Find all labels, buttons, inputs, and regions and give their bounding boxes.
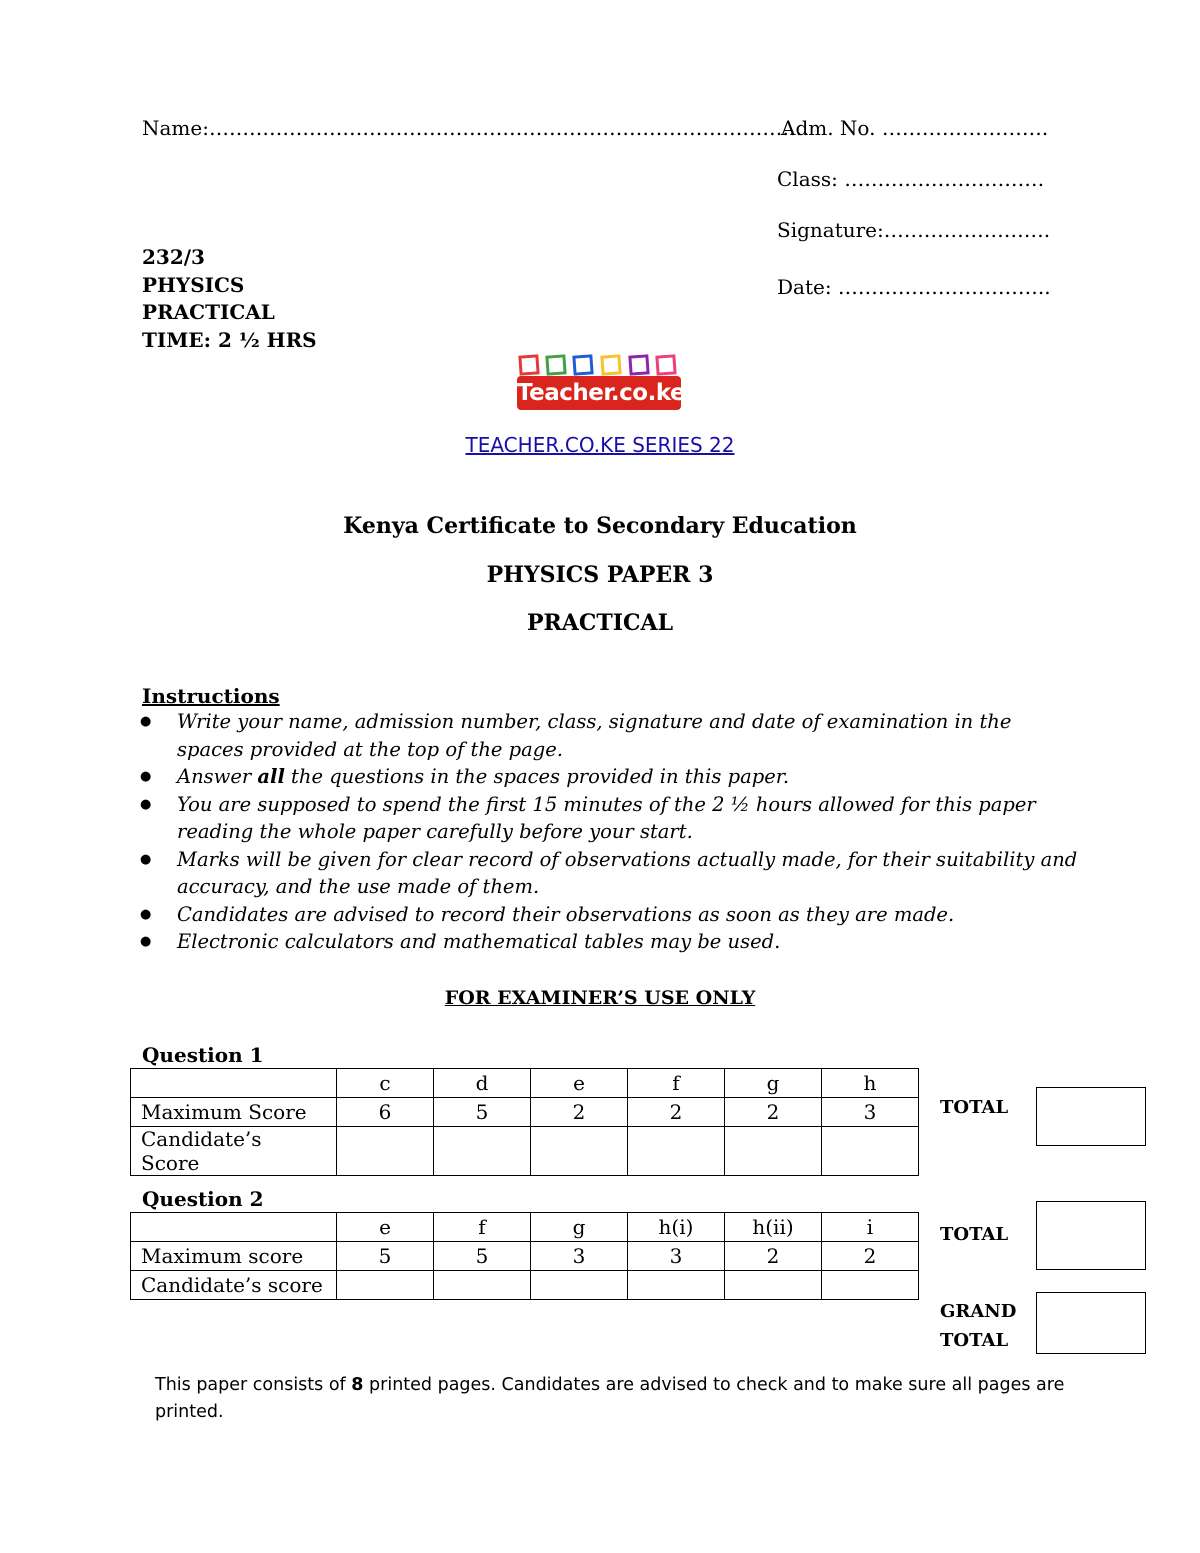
column-header: g xyxy=(725,1069,822,1098)
class-field-label: Class: ………………………… xyxy=(777,167,1045,191)
question2-total-label: TOTAL xyxy=(940,1224,1009,1245)
column-header: i xyxy=(822,1213,919,1242)
table-row xyxy=(131,1127,919,1176)
max-score-cell: 5 xyxy=(337,1242,434,1271)
series-link[interactable]: TEACHER.CO.KE SERIES 22 xyxy=(465,433,735,457)
max-score-cell: 3 xyxy=(531,1242,628,1271)
question2-total-box[interactable] xyxy=(1036,1201,1146,1270)
candidate-score-cell[interactable] xyxy=(337,1127,434,1176)
max-score-cell: 6 xyxy=(337,1098,434,1127)
date-field-label: Date: ………………………….. xyxy=(777,275,1051,299)
column-header: h(i) xyxy=(628,1213,725,1242)
question2-title: Question 2 xyxy=(142,1187,264,1211)
column-header: c xyxy=(337,1069,434,1098)
candidate-score-cell[interactable] xyxy=(531,1127,628,1176)
instruction-item: ● You are supposed to spend the first 15 minutes of the 2 ½ hours allowed for this paper reading the whole paper carefully before your start. xyxy=(140,791,1080,846)
paper-code: 232/3 xyxy=(142,245,205,269)
logo-square xyxy=(628,354,649,375)
footer-text: printed pages. Candidates are advised to check and to make sure all pages are printed. xyxy=(155,1375,1065,1422)
candidate-score-cell[interactable] xyxy=(822,1271,919,1300)
teacher-logo xyxy=(515,352,686,412)
grand-total-label-line1: GRAND xyxy=(940,1301,1017,1322)
signature-field-label: Signature:……………………. xyxy=(777,218,1051,242)
time-label: TIME: 2 ½ HRS xyxy=(142,328,317,352)
adm-no-field-label: Adm. No. ……………………. xyxy=(781,116,1049,140)
instruction-item: ● Write your name, admission number, class, signature and date of examination in the spaces provided at the top of the page. xyxy=(140,708,1080,763)
row-label: Candidate’s score xyxy=(131,1271,337,1300)
candidate-score-cell[interactable] xyxy=(531,1271,628,1300)
instruction-item: ● Candidates are advised to record their observations as soon as they are made. xyxy=(140,901,1080,929)
max-score-cell: 5 xyxy=(434,1242,531,1271)
logo-text: Teacher.co.ke xyxy=(517,376,681,410)
question1-title: Question 1 xyxy=(142,1043,264,1067)
page-count: 8 xyxy=(351,1375,364,1395)
candidate-score-cell[interactable] xyxy=(434,1127,531,1176)
logo-square xyxy=(572,354,593,375)
grand-total-label-line2: TOTAL xyxy=(940,1330,1009,1351)
instruction-item: ● Answer all the questions in the spaces provided in this paper. xyxy=(140,763,1080,791)
logo-square xyxy=(545,354,566,375)
question2-score-table xyxy=(130,1212,919,1300)
column-header: e xyxy=(531,1069,628,1098)
table-row xyxy=(131,1098,919,1127)
exam-title: Kenya Certificate to Secondary Education xyxy=(343,513,857,539)
logo-squares xyxy=(515,352,683,378)
max-score-cell: 3 xyxy=(822,1098,919,1127)
table-cell xyxy=(131,1213,337,1242)
table-row xyxy=(131,1271,919,1300)
logo-square xyxy=(518,354,539,375)
row-label: Maximum Score xyxy=(131,1098,337,1127)
paper-type-label: PRACTICAL xyxy=(142,300,275,324)
max-score-cell: 2 xyxy=(822,1242,919,1271)
footer-text: This paper consists of xyxy=(155,1375,352,1395)
candidate-score-cell[interactable] xyxy=(337,1271,434,1300)
subject-label: PHYSICS xyxy=(142,273,245,297)
candidate-score-cell[interactable] xyxy=(725,1271,822,1300)
table-row xyxy=(131,1213,919,1242)
max-score-cell: 2 xyxy=(531,1098,628,1127)
logo-square xyxy=(655,354,676,375)
instructions-list xyxy=(140,708,1080,956)
examiner-heading: FOR EXAMINER’S USE ONLY xyxy=(444,987,756,1009)
max-score-cell: 2 xyxy=(725,1098,822,1127)
instruction-item: ● Electronic calculators and mathematical tables may be used. xyxy=(140,928,1080,956)
paper-title: PHYSICS PAPER 3 xyxy=(486,562,714,588)
question1-total-box[interactable] xyxy=(1036,1087,1146,1146)
max-score-cell: 2 xyxy=(628,1098,725,1127)
candidate-score-cell[interactable] xyxy=(434,1271,531,1300)
max-score-cell: 5 xyxy=(434,1098,531,1127)
column-header: d xyxy=(434,1069,531,1098)
question1-score-table xyxy=(130,1068,919,1176)
name-field-label: Name:……………………………………………………………………………… xyxy=(142,116,809,140)
max-score-cell: 3 xyxy=(628,1242,725,1271)
emphasis-all: all xyxy=(257,765,285,788)
paper-type-title: PRACTICAL xyxy=(526,610,674,636)
column-header: h(ii) xyxy=(725,1213,822,1242)
candidate-score-cell[interactable] xyxy=(628,1271,725,1300)
grand-total-box[interactable] xyxy=(1036,1292,1146,1354)
instructions-heading: Instructions xyxy=(142,684,280,708)
candidate-score-cell[interactable] xyxy=(725,1127,822,1176)
candidate-score-cell[interactable] xyxy=(822,1127,919,1176)
footer-note xyxy=(155,1372,1075,1426)
logo-square xyxy=(600,354,621,375)
column-header: h xyxy=(822,1069,919,1098)
column-header: e xyxy=(337,1213,434,1242)
max-score-cell: 2 xyxy=(725,1242,822,1271)
row-label: Maximum score xyxy=(131,1242,337,1271)
column-header: f xyxy=(628,1069,725,1098)
table-row xyxy=(131,1069,919,1098)
column-header: g xyxy=(531,1213,628,1242)
table-row xyxy=(131,1242,919,1271)
column-header: f xyxy=(434,1213,531,1242)
row-label: Candidate’s Score xyxy=(131,1127,337,1176)
question1-total-label: TOTAL xyxy=(940,1097,1009,1118)
candidate-score-cell[interactable] xyxy=(628,1127,725,1176)
instruction-item: ● Marks will be given for clear record of observations actually made, for their suitability and accuracy, and the use made of them. xyxy=(140,846,1080,901)
table-cell xyxy=(131,1069,337,1098)
